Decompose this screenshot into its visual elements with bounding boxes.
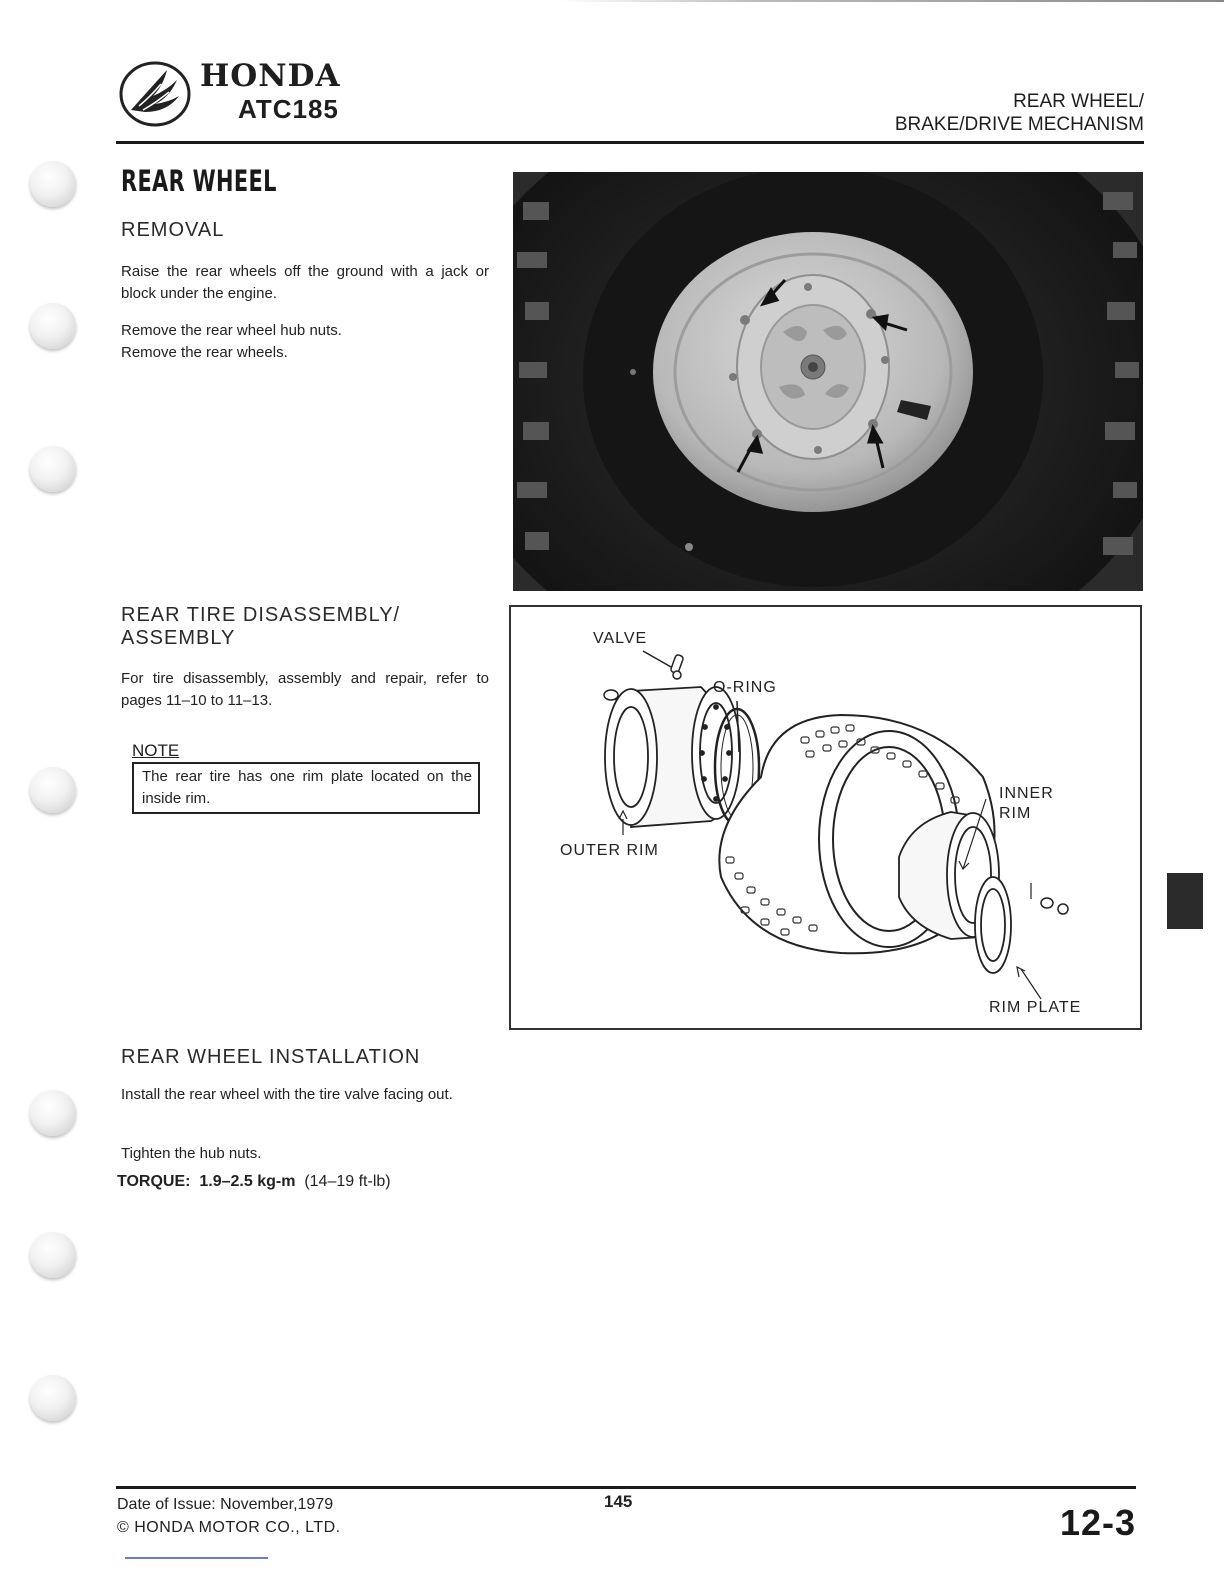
page-number: 145	[604, 1492, 633, 1511]
torque-value: 1.9–2.5 kg-m	[199, 1173, 296, 1190]
tire-heading-line1: REAR TIRE DISASSEMBLY/	[121, 604, 401, 626]
torque-label: TORQUE:	[117, 1173, 191, 1190]
page-title: REAR WHEEL	[121, 164, 277, 198]
installation-heading: REAR WHEEL INSTALLATION	[121, 1046, 421, 1068]
valve-part	[643, 651, 684, 679]
binder-hole	[30, 1232, 76, 1278]
tire-paragraph: For tire disassembly, assembly and repair, refer to pages 11–10 to 11–13.	[121, 670, 489, 709]
binder-hole	[30, 1090, 76, 1136]
label-outer-rim: OUTER RIM	[560, 842, 659, 859]
scan-edge	[560, 0, 1224, 2]
exploded-diagram	[509, 605, 1142, 1030]
removal-paragraph-2	[121, 320, 489, 364]
label-valve: VALVE	[593, 630, 648, 647]
removal-step-wheels: Remove the rear wheels.	[121, 344, 288, 361]
label-inner-rim-2: RIM	[999, 805, 1032, 822]
removal-step-hub-nuts: Remove the rear wheel hub nuts.	[121, 322, 342, 339]
footer-rule	[116, 1486, 1136, 1489]
scan-mark	[125, 1557, 268, 1559]
binder-hole	[30, 303, 76, 349]
issue-date: Date of Issue: November,1979	[117, 1496, 334, 1513]
header-rule	[116, 141, 1144, 144]
torque-alt-units: (14–19 ft-lb)	[304, 1173, 391, 1190]
binder-hole	[30, 161, 76, 207]
removal-heading: REMOVAL	[121, 219, 225, 241]
label-o-ring: O-RING	[713, 679, 777, 696]
tire-heading	[121, 604, 400, 650]
copyright: © HONDA MOTOR CO., LTD.	[117, 1519, 341, 1536]
label-inner-rim-1: INNER	[999, 785, 1054, 802]
chapter-page-number: 12-3	[1059, 1502, 1136, 1543]
note-box: The rear tire has one rim plate located on the inside rim.	[132, 762, 480, 814]
section-title	[895, 90, 1144, 136]
brand-name: HONDA	[200, 58, 341, 94]
section-title-line1: REAR WHEEL/	[1013, 91, 1144, 112]
installation-paragraph-1: Install the rear wheel with the tire valve facing out.	[121, 1086, 453, 1103]
rear-wheel-photo	[513, 172, 1143, 591]
removal-paragraph-1: Raise the rear wheels off the ground with a jack or block under the engine.	[121, 263, 489, 302]
binder-hole	[30, 446, 76, 492]
tire-heading-line2: ASSEMBLY	[121, 627, 236, 649]
model-name: ATC185	[238, 94, 339, 124]
section-title-line2: BRAKE/DRIVE MECHANISM	[894, 114, 1144, 135]
binder-hole	[30, 767, 76, 813]
binder-hole	[30, 1375, 76, 1421]
label-rim-plate: RIM PLATE	[989, 999, 1082, 1016]
torque-spec	[117, 1173, 391, 1191]
note-label: NOTE	[132, 741, 180, 760]
section-tab-marker	[1167, 873, 1203, 929]
honda-wing-logo	[117, 56, 197, 128]
installation-paragraph-2: Tighten the hub nuts.	[121, 1145, 262, 1162]
